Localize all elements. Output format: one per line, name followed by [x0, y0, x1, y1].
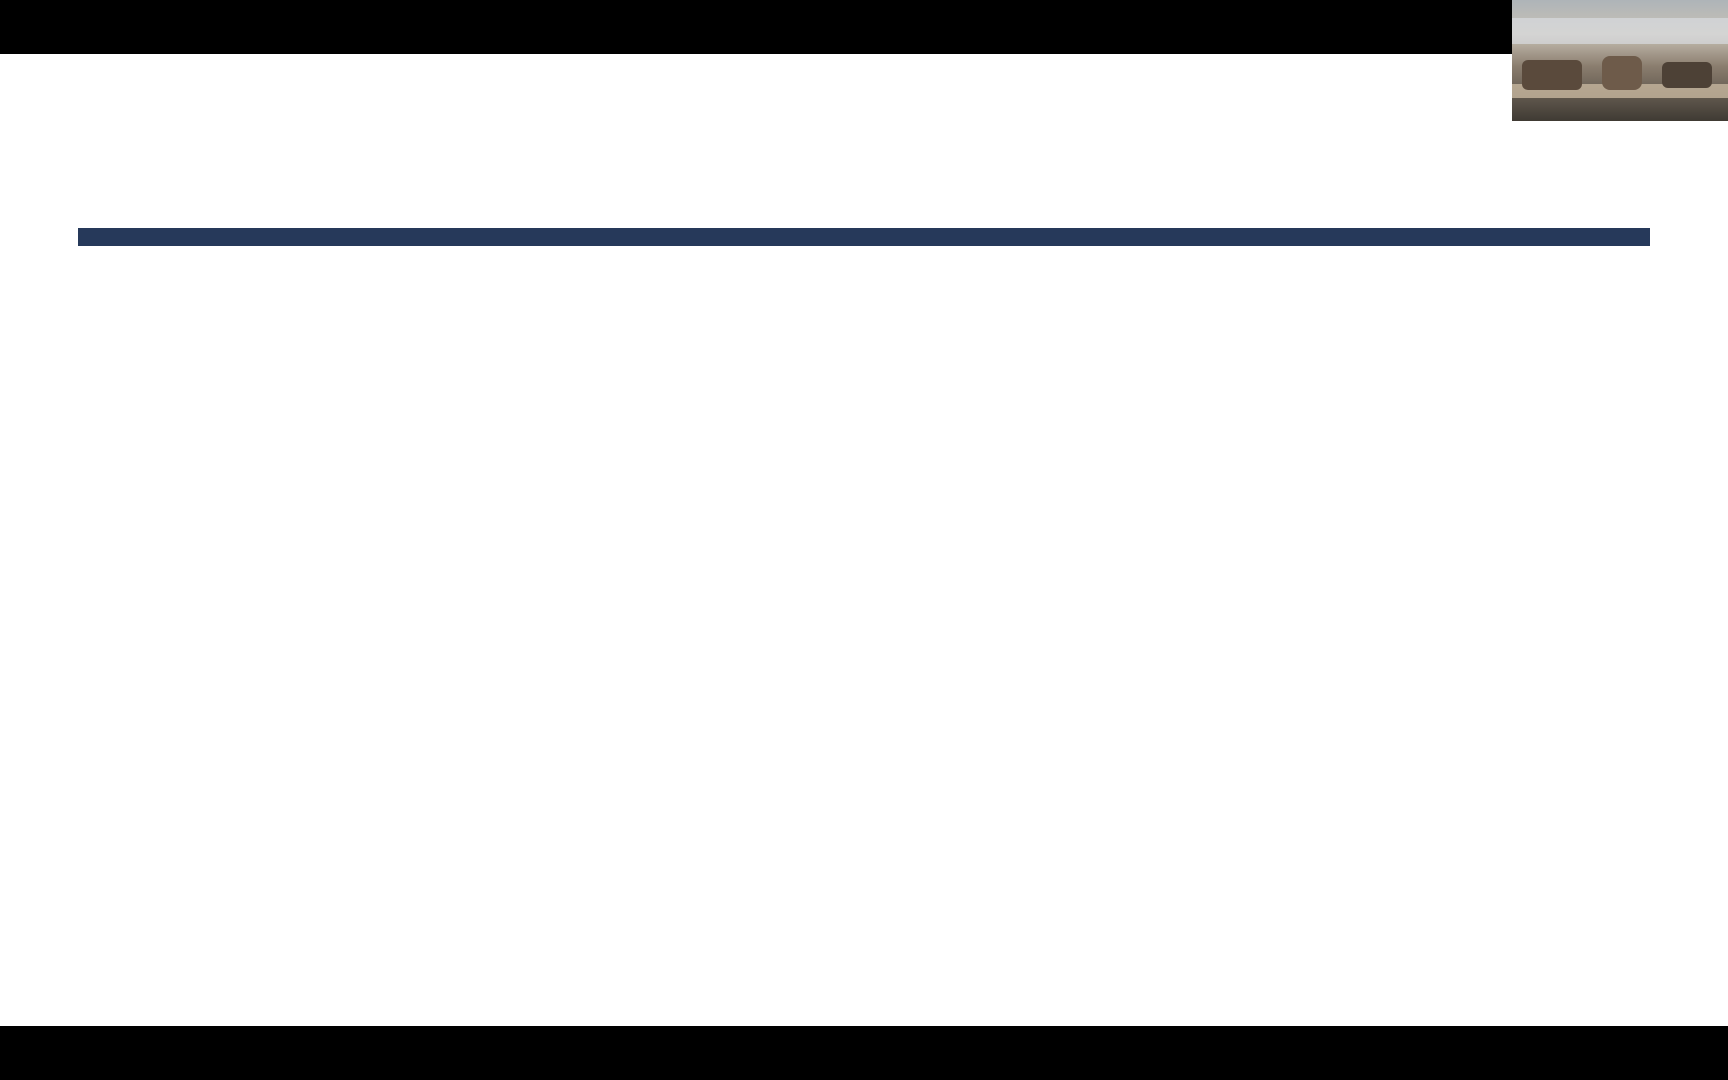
presentation-slide	[0, 54, 1728, 1026]
video-participant-tile[interactable]	[1512, 0, 1728, 121]
video-participant	[1522, 60, 1582, 90]
video-participant	[1602, 56, 1642, 90]
video-participant	[1662, 62, 1712, 88]
table-banner	[78, 228, 1650, 246]
video-ceiling	[1512, 18, 1728, 44]
